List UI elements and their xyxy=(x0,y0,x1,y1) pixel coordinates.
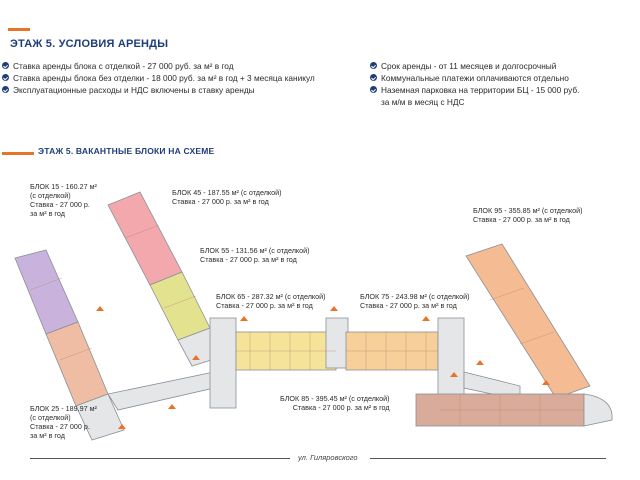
entrance-marker xyxy=(240,316,248,321)
block-55-label: БЛОК 55 - 131.56 м² (с отделкой) Ставка - 27 000 р. за м² в год xyxy=(200,246,310,264)
condition-item: Ставка аренды блока без отделки - 18 000 руб. за м² в год + 3 месяца каникул xyxy=(2,72,315,84)
block-75-label: БЛОК 75 - 243.98 м² (с отделкой) Ставка - 27 000 р. за м² в год xyxy=(360,292,470,310)
block-45-label: БЛОК 45 - 187.55 м² (с отделкой) Ставка - 27 000 р. за м² в год xyxy=(172,188,282,206)
condition-item: Наземная парковка на территории БЦ - 15 000 руб. xyxy=(370,84,579,96)
center-stair xyxy=(326,318,348,368)
center-left-core xyxy=(210,318,236,408)
block-25-area[interactable] xyxy=(46,322,108,406)
street-line-right xyxy=(370,458,606,459)
block-65-label: БЛОК 65 - 287.32 м² (с отделкой) Ставка - 27 000 р. за м² в год xyxy=(216,292,326,310)
entrance-marker xyxy=(476,360,484,365)
block-55-area[interactable] xyxy=(150,272,210,340)
condition-item-continued: за м/м в месяц с НДС xyxy=(381,97,465,107)
block-95-area[interactable] xyxy=(466,244,590,398)
entrance-marker xyxy=(168,404,176,409)
conditions-title: ЭТАЖ 5. УСЛОВИЯ АРЕНДЫ xyxy=(10,38,169,50)
right-corner-curve xyxy=(584,394,612,426)
block-85-label: БЛОК 85 - 395.45 м² (с отделкой) Ставка - 27 000 р. за м² в год xyxy=(280,394,390,412)
block-25-label: БЛОК 25 - 189.97 м² (с отделкой) Ставка - 27 000 р. за м² в год xyxy=(30,404,97,440)
left-connector xyxy=(108,372,214,410)
block-95-label: БЛОК 95 - 355.85 м² (с отделкой) Ставка - 27 000 р. за м² в год xyxy=(473,206,583,224)
condition-item: Коммунальные платежи оплачиваются отдельно xyxy=(370,72,579,84)
entrance-marker xyxy=(422,316,430,321)
entrance-marker xyxy=(96,306,104,311)
street-line xyxy=(30,458,290,459)
street-label: ул. Гиляровского xyxy=(298,453,358,462)
condition-item: Ставка аренды блока с отделкой - 27 000 руб. за м² в год xyxy=(2,60,315,72)
condition-item: Эксплуатационные расходы и НДС включены в ставку аренды xyxy=(2,84,315,96)
vacant-title: ЭТАЖ 5. ВАКАНТНЫЕ БЛОКИ НА СХЕМЕ xyxy=(38,146,215,156)
entrance-marker xyxy=(330,306,338,311)
block-45-area[interactable] xyxy=(108,192,182,285)
block-15-area[interactable] xyxy=(15,250,78,334)
block-15-label: БЛОК 15 - 160.27 м² (с отделкой) Ставка - 27 000 р. за м² в год xyxy=(30,182,97,218)
condition-item: Срок аренды - от 11 месяцев и долгосрочный xyxy=(370,60,579,72)
